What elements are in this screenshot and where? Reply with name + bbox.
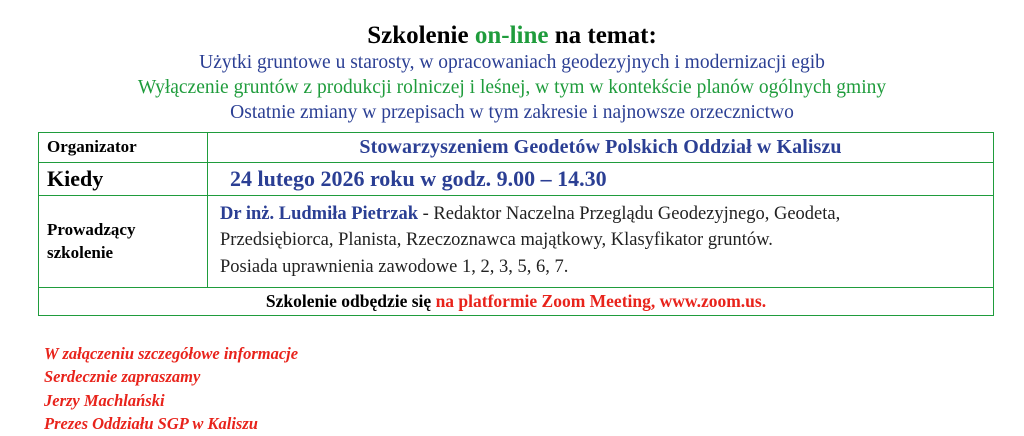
subtitle-line-2: Wyłączenie gruntów z produkcji rolniczej i leśnej, w tym w kontekście planów ogólnych gminy xyxy=(137,76,887,98)
lead-line-1 xyxy=(220,201,983,228)
platform-prefix: Szkolenie odbędzie się xyxy=(265,291,436,312)
lead-line-3: Posiada uprawnienia zawodowe 1, 2, 3, 5, 6, 7. xyxy=(220,257,569,278)
info-table xyxy=(38,132,994,316)
table-row xyxy=(39,288,994,316)
lead-desc-1: - Redaktor Naczelna Przeglądu Geodezyjnego, Geodeta, xyxy=(418,203,841,224)
when-label: Kiedy xyxy=(39,162,208,195)
platform-link-text[interactable]: na platformie Zoom Meeting, www.zoom.us. xyxy=(435,291,767,312)
organizer-value: Stowarzyszeniem Geodetów Polskich Oddział w Kaliszu xyxy=(359,135,842,158)
info-table-wrapper xyxy=(38,132,994,316)
organizer-value-cell xyxy=(208,132,994,162)
subtitle-line-3: Ostatnie zmiany w przepisach w tym zakresie i najnowsze orzecznictwo xyxy=(230,101,794,123)
table-row xyxy=(39,132,994,162)
subtitle-line-1: Użytki gruntowe u starosty, w opracowaniach geodezyjnych i modernizacji egib xyxy=(199,51,825,73)
title-highlight-online: on-line xyxy=(474,22,549,49)
title-suffix: na temat: xyxy=(548,22,657,49)
platform-row xyxy=(39,288,994,316)
footer-line-1: W załączeniu szczegółowe informacje xyxy=(44,344,299,364)
organizer-label: Organizator xyxy=(39,132,208,162)
footer-line-3: Jerzy Machlański xyxy=(44,390,165,410)
lead-label: Prowadzący szkolenie xyxy=(39,195,208,287)
table-row xyxy=(39,162,994,195)
title-prefix: Szkolenie xyxy=(367,22,475,49)
footer-line-4: Prezes Oddziału SGP w Kaliszu xyxy=(44,414,258,434)
heading-block xyxy=(0,0,1024,126)
lead-value-cell xyxy=(208,195,994,287)
lead-line-2: Przedsiębiorca, Planista, Rzeczoznawca majątkowy, Klasyfikator gruntów. xyxy=(220,230,773,251)
page-title xyxy=(0,22,1024,51)
when-value: 24 lutego 2026 roku w godz. 9.00 – 14.30 xyxy=(230,165,607,191)
table-row xyxy=(39,195,994,287)
lead-name: Dr inż. Ludmiła Pietrzak xyxy=(220,203,419,224)
when-value-cell xyxy=(208,162,994,195)
footer-line-2: Serdecznie zapraszamy xyxy=(44,367,201,387)
footer-block xyxy=(44,342,1024,436)
